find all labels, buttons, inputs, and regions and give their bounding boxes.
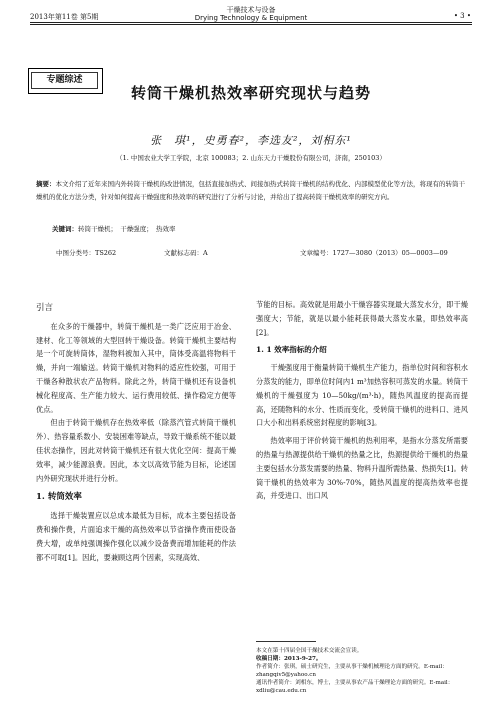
footnote-line-1: 本文在第十四届全国干燥技术交流会宣读。 (256, 648, 363, 654)
section-1-1-heading: 1. 1 效率指标的介绍 (256, 345, 327, 355)
abstract-text: 本文介绍了近年来国内外转筒干燥机的改进情况，包括直接加热式、间接加热式转筒干燥机的结构优化、内部模型优化等方法，将现有的转筒干燥机的优化方法分类，针对如何提高干燥强度和热效率的研究进行了分析与讨论，并给出了提高转筒干燥机效率的研究方向。 (36, 180, 465, 201)
clc-number: 中图分类号：TS262 (56, 249, 117, 257)
intro-paragraph-2: 但由于转筒干燥机存在热效率低（除蒸汽管式转筒干燥机外）、热容量系数小、安装困难等缺点，导致干燥系统不能以最佳状态操作，因此对转筒干燥机还有很大优化空间：提高干燥效率，减少能源浪费。因此，本文以高效节能为目标，论述国内外研究现状并进行分析。 (36, 418, 236, 483)
keywords (52, 224, 176, 233)
intro-paragraph-1: 在众多的干燥器中，转筒干燥机是一类广泛应用于冶金、建材、化工等领域的大型回转干燥设备。转筒干燥机主要结构是一个可旋转筒体，湿物料被加入其中，筒体受高温将物料干燥，并向一端输送。转筒干燥机对物料的适应性较强，可用于干燥各种散状农产品物料。除此之外，转筒干燥机还有设备机械化程度高、生产能力较大、运行费用较低、操作稳定方便等优点。 (36, 321, 236, 414)
keywords-label: 关键词： (52, 225, 78, 233)
affiliation: （1. 中国农业大学工学院，北京 100083；2. 山东天力干燥股份有限公司，济南，250103） (116, 154, 386, 162)
footnote (256, 647, 476, 695)
abstract (36, 178, 466, 204)
article-title: 转筒干燥机热效率研究现状与趋势 (130, 84, 371, 102)
column-tag: 专题综述 (31, 72, 98, 89)
right-paragraph-1: 干燥强度用于衡量转筒干燥机生产能力，指单位时间和容积水分蒸发的能力，即单位时间内1 m³加热容积可蒸发的水量。转筒干燥机的干燥强度为 10—50kg/(m³·h)，随热风温度的提高而提高，还随物料的水分、性质而变化，受转筒干燥机的进料口、进风口大小和出料系统密封程度的影响[3]。 (256, 363, 468, 428)
abstract-label: 摘要： (36, 180, 56, 188)
intro-heading: 引言 (36, 303, 54, 313)
left-column (36, 300, 236, 564)
journal-name-en: Drying Technology & Equipment (194, 14, 308, 22)
keywords-text: 转筒干燥机； 干燥强度； 热效率 (78, 225, 176, 233)
right-paragraph-2: 热效率用于评价转筒干燥机的热利用率，是指水分蒸发所需要的热量与热源提供给干燥机的热量之比，热源提供给干燥机的热量主要包括水分蒸发需要的热量、物料升温所需热量、热损失[1]。转筒干燥机的热效率为 30%-70%，随热风温度的提高热效率也提高，并受进口、出口风 (256, 436, 468, 501)
article-number: 文章编号：1727—3080（2013）05—0003—09 (300, 249, 448, 257)
section-1-heading: 1. 转筒效率 (36, 492, 82, 503)
right-paragraph-0: 节能的目标。高效就是用最小干燥容器实现最大蒸发水分，即干燥强度大；节能，就是以最小能耗获得最大蒸发水量，即热效率高[2]。 (256, 300, 468, 337)
right-column (256, 298, 468, 503)
page-number: • 3 • (453, 12, 471, 20)
footnote-line-3: 作者简介：张琪，硕士研究生，主要从事干燥机械理论方面的研究。E-mail：zhangqiv5@yahoo.cn (256, 664, 448, 678)
document-code: 文献标志码：A (164, 249, 208, 257)
author-list: 张 琪¹，史勇春²，李选友²，刘相东¹ (150, 134, 352, 147)
header-rule (30, 22, 472, 23)
footnote-rule (256, 641, 316, 642)
journal-name-cn: 干燥技术与设备 (226, 6, 276, 14)
footnote-line-4: 通讯作者简介：刘相东，博士，主要从事农产品干燥理论方面的研究。E-mail：xdliu@cau.edu.cn (256, 680, 454, 694)
footnote-line-2: 收稿日期：2013-9-27。 (256, 656, 322, 662)
issue-info: 2013年第11卷 第5期 (30, 13, 99, 21)
header-rule-secondary (30, 24, 472, 25)
section-1-paragraph: 选择干燥装置应以总成本最低为目标，成本主要包括设备费和操作费，片面追求干燥的高热效率以节省操作费而使设备费大增，或单纯强调操作强化以减少设备费而增加能耗的作法都不可取[1]。因此，要兼顾这两个因素，实现高效、 (36, 511, 236, 562)
